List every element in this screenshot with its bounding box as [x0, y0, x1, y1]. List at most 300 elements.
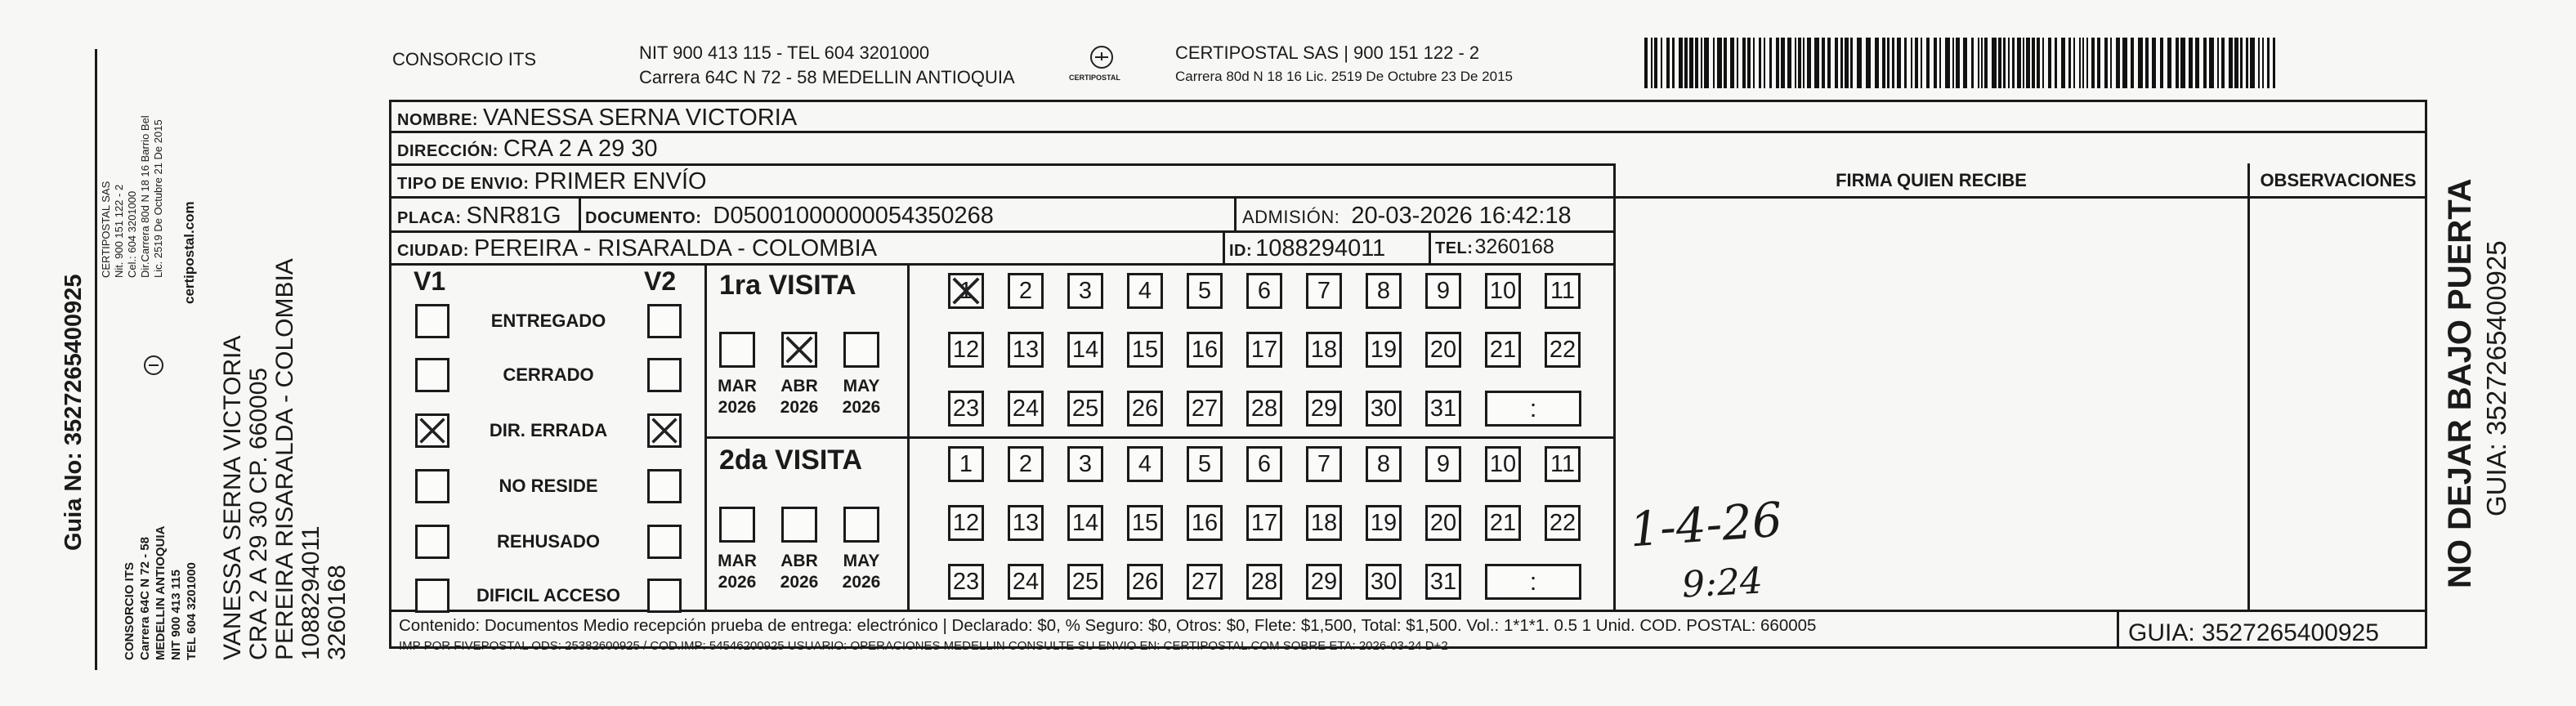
barcode-bar [1684, 38, 1688, 88]
barcode-bar [1984, 38, 1988, 88]
barcode-bar [1866, 38, 1871, 88]
day-number: 15 [1131, 336, 1159, 363]
colon-box[interactable]: : [1485, 391, 1581, 427]
barcode-bar [1887, 38, 1890, 88]
day-number: 31 [1429, 568, 1457, 595]
barcode-bar [2037, 38, 2040, 88]
day-box[interactable] [1246, 446, 1282, 482]
barcode-bar [1666, 38, 1670, 88]
barcode-bar [1956, 38, 1960, 88]
day-box[interactable] [1067, 391, 1103, 427]
barcode-bar [2042, 38, 2044, 88]
barcode-bar [1713, 38, 1715, 88]
direccion-value: CRA 2 A 29 30 [503, 136, 658, 162]
barcode-bar [1737, 38, 1738, 88]
barcode-bar [1730, 38, 1734, 88]
barcode-bar [2055, 38, 2057, 88]
barcode-bar [2131, 38, 2134, 88]
barcode-bar [2073, 38, 2075, 88]
barcode-bar [2017, 38, 2021, 88]
barcode-bar [1978, 38, 1979, 88]
month-label: MAY 2026 [842, 552, 881, 592]
nombre-value: VANESSA SERNA VICTORIA [483, 105, 798, 131]
barcode-bar [1661, 38, 1662, 88]
day-box[interactable] [1008, 332, 1044, 368]
logo-text: CERTIPOSTAL [1069, 74, 1120, 82]
barcode-bar [1759, 38, 1761, 88]
day-box[interactable] [1485, 505, 1521, 541]
barcode-bar [2189, 38, 2193, 88]
day-number: 24 [1012, 395, 1040, 422]
day-box[interactable] [1187, 332, 1223, 368]
month-checkbox[interactable] [719, 507, 755, 543]
day-box[interactable] [1425, 391, 1461, 427]
barcode-bar [1921, 38, 1922, 88]
ciudad-row [397, 235, 877, 262]
day-box[interactable] [1306, 391, 1342, 427]
barcode-bar [1807, 38, 1811, 88]
day-number: 3 [1078, 450, 1093, 477]
month-checkbox[interactable] [843, 507, 879, 543]
barcode-bar [1875, 38, 1879, 88]
barcode-bar [2116, 38, 2120, 88]
barcode-bar [2240, 38, 2243, 88]
barcode-bar [1939, 38, 1941, 88]
day-number: 5 [1197, 450, 1212, 477]
day-number: 23 [952, 395, 980, 422]
barcode-bar [1915, 38, 1918, 88]
barcode-bar [1798, 38, 1801, 88]
day-box[interactable] [1187, 446, 1223, 482]
barcode-bar [2195, 38, 2199, 88]
day-box[interactable] [1246, 273, 1282, 309]
day-number: 8 [1376, 450, 1391, 477]
direccion-row [397, 136, 658, 163]
stub-line: 1088294011 [297, 525, 324, 660]
day-number: 2 [1018, 277, 1033, 304]
day-box[interactable] [1246, 505, 1282, 541]
barcode-bar [1945, 38, 1950, 88]
month-checkbox[interactable] [781, 507, 817, 543]
day-box[interactable] [1127, 505, 1163, 541]
v2-checkbox[interactable] [647, 469, 682, 503]
day-number: 1 [959, 277, 973, 304]
day-box[interactable] [1485, 446, 1521, 482]
day-box[interactable] [1545, 446, 1581, 482]
barcode-bar [2258, 38, 2260, 88]
visit-title: 2da VISITA [719, 445, 863, 476]
barcode-bar [1695, 38, 1698, 88]
day-box[interactable] [1366, 505, 1402, 541]
day-box[interactable] [948, 273, 984, 309]
barcode-bar [2273, 38, 2275, 88]
stub-line: CERTIPOSTAL SAS [100, 181, 112, 278]
day-number: 17 [1250, 509, 1278, 536]
stub-line: PEREIRA RISARALDA - COLOMBIA [271, 258, 298, 660]
barcode-bar [2180, 38, 2185, 88]
firma-title: FIRMA QUIEN RECIBE [1836, 170, 2027, 190]
tipo-row [397, 168, 707, 195]
barcode-bar [1904, 38, 1907, 88]
barcode-bar [2068, 38, 2071, 88]
day-box[interactable] [1187, 505, 1223, 541]
sender-name: CONSORCIO ITS [392, 49, 537, 69]
barcode-bar [2262, 38, 2264, 88]
barcode-bar [2086, 38, 2088, 88]
barcode-bar [2008, 38, 2010, 88]
tel-value: 3260168 [1474, 235, 1554, 258]
visit-title: 1ra VISITA [719, 270, 856, 301]
day-number: 2 [1018, 450, 1033, 477]
day-box[interactable] [1306, 273, 1342, 309]
day-box[interactable] [948, 391, 984, 427]
stub-line: NIT 900 413 115 [169, 570, 183, 660]
day-box[interactable] [948, 332, 984, 368]
day-number: 5 [1197, 277, 1212, 304]
day-number: 18 [1310, 336, 1338, 363]
barcode-bar [2061, 38, 2065, 88]
barcode-bar [2138, 38, 2143, 88]
day-number: 26 [1131, 395, 1159, 422]
day-number: 11 [1550, 277, 1576, 304]
day-box[interactable] [1187, 564, 1223, 600]
barcode-bar [1654, 38, 1657, 88]
barcode [1644, 38, 2279, 92]
barcode-bar [2160, 38, 2163, 88]
tel-label: TEL: [1435, 239, 1474, 257]
day-number: 12 [952, 509, 980, 536]
barcode-bar [2097, 38, 2100, 88]
day-box[interactable] [1366, 273, 1402, 309]
day-number: 27 [1191, 395, 1219, 422]
handwritten-time: 9:24 [1680, 560, 1764, 606]
barcode-bar [2003, 38, 2006, 88]
barcode-bar [1971, 38, 1974, 88]
barcode-bar [1845, 38, 1849, 88]
admision-value: 20-03-2026 16:42:18 [1351, 203, 1572, 229]
tipo-label: TIPO DE ENVIO: [397, 175, 530, 193]
barcode-bar [1803, 38, 1805, 88]
barcode-bar [2026, 38, 2030, 88]
day-box[interactable] [1127, 273, 1163, 309]
placa-label: PLACA: [397, 209, 462, 227]
day-number: 12 [952, 336, 980, 363]
check-mark-icon [784, 334, 815, 365]
barcode-bar [1795, 38, 1796, 88]
observaciones-title: OBSERVACIONES [2260, 170, 2417, 190]
v2-checkbox[interactable] [647, 525, 682, 559]
stub-line: Dir.Carrera 80d N 18 16 Barrio Bel [139, 115, 151, 278]
handwritten-date: 1-4-26 [1627, 491, 1784, 558]
barcode-bar [1822, 38, 1825, 88]
status-label: REHUSADO [497, 531, 600, 552]
month-label: ABR 2026 [780, 552, 819, 592]
day-box[interactable] [1246, 332, 1282, 368]
day-box[interactable] [1067, 332, 1103, 368]
barcode-bar [2250, 38, 2255, 88]
v1-header: V1 [414, 266, 446, 296]
day-number: 22 [1549, 509, 1576, 536]
day-box[interactable] [1008, 391, 1044, 427]
stub-line: MEDELLIN ANTIOQUIA [154, 525, 168, 660]
day-number: 6 [1257, 450, 1272, 477]
day-number: 14 [1071, 509, 1099, 536]
barcode-bar [2209, 38, 2214, 88]
day-box[interactable] [1067, 505, 1103, 541]
day-number: 29 [1310, 395, 1338, 422]
stub-line: VANESSA SERNA VICTORIA [219, 335, 246, 660]
carrier-address: Carrera 80d N 18 16 Lic. 2519 De Octubre 23 De 2015 [1175, 69, 1513, 84]
day-box[interactable] [948, 564, 984, 600]
day-number: 10 [1489, 450, 1517, 477]
id-row [1229, 235, 1385, 262]
day-box[interactable] [1366, 332, 1402, 368]
day-box[interactable] [1366, 391, 1402, 427]
barcode-bar [1644, 38, 1648, 88]
barcode-bar [2176, 38, 2179, 88]
day-box[interactable] [1425, 505, 1461, 541]
day-box[interactable] [1366, 446, 1402, 482]
nombre-row [397, 105, 797, 132]
day-number: 13 [1012, 509, 1040, 536]
no-dejar-warning: NO DEJAR BAJO PUERTA [2442, 178, 2478, 588]
barcode-bar [1835, 38, 1838, 88]
barcode-bar [1679, 38, 1683, 88]
barcode-bar [1747, 38, 1751, 88]
day-number: 3 [1078, 277, 1093, 304]
day-number: 6 [1257, 277, 1272, 304]
day-number: 18 [1310, 509, 1338, 536]
day-number: 20 [1429, 509, 1457, 536]
nombre-label: NOMBRE: [397, 111, 479, 129]
v2-checkbox[interactable] [647, 413, 682, 448]
day-box[interactable] [1485, 273, 1521, 309]
v1-checkbox[interactable] [415, 579, 449, 613]
barcode-bar [1840, 38, 1843, 88]
day-box[interactable] [1425, 446, 1461, 482]
day-box[interactable] [1545, 505, 1581, 541]
day-number: 13 [1012, 336, 1040, 363]
ciudad-value: PEREIRA - RISARALDA - COLOMBIA [473, 235, 878, 261]
stub-line: 3260168 [324, 565, 351, 660]
check-mark-icon [418, 416, 447, 445]
day-number: 4 [1138, 277, 1152, 304]
stub-line: CONSORCIO ITS [123, 561, 136, 660]
barcode-bar [1753, 38, 1755, 88]
barcode-bar [1787, 38, 1791, 88]
day-box[interactable] [1127, 332, 1163, 368]
v2-checkbox[interactable] [647, 358, 682, 392]
day-box[interactable] [1127, 446, 1163, 482]
day-box[interactable] [1425, 564, 1461, 600]
day-number: 29 [1310, 568, 1338, 595]
barcode-bar [1882, 38, 1885, 88]
admision-label: ADMISIÓN: [1242, 207, 1340, 227]
barcode-bar [1857, 38, 1862, 88]
day-box[interactable] [1306, 564, 1342, 600]
barcode-bar [1911, 38, 1912, 88]
barcode-bar [1781, 38, 1785, 88]
month-label: MAR 2026 [718, 377, 757, 417]
day-box[interactable] [1008, 505, 1044, 541]
day-box[interactable] [1366, 564, 1402, 600]
day-number: 15 [1131, 509, 1159, 536]
stub-site: certipostal.com [181, 201, 197, 304]
day-number: 22 [1549, 336, 1576, 363]
day-box[interactable] [1008, 273, 1044, 309]
barcode-bar [2091, 38, 2095, 88]
barcode-bar [2267, 38, 2270, 88]
day-number: 4 [1138, 450, 1152, 477]
barcode-bar [2203, 38, 2207, 88]
check-mark-icon [650, 416, 679, 445]
right-guia: GUIA: 3527265400925 [2481, 240, 2511, 516]
day-number: 23 [952, 568, 980, 595]
v1-checkbox[interactable] [415, 413, 449, 448]
day-number: 14 [1071, 336, 1099, 363]
barcode-bar [2122, 38, 2127, 88]
barcode-bar [1992, 38, 1997, 88]
day-box[interactable] [1246, 564, 1282, 600]
barcode-bar [2217, 38, 2219, 88]
month-label: MAY 2026 [842, 377, 881, 417]
stub-logo-icon [139, 353, 168, 378]
sender-address: Carrera 64C N 72 - 58 MEDELLIN ANTIOQUIA [639, 67, 1015, 87]
day-box[interactable] [1425, 273, 1461, 309]
day-box[interactable] [1485, 332, 1521, 368]
day-number: 16 [1191, 509, 1219, 536]
stub-guia: Guia No: 3527265400925 [60, 274, 87, 551]
day-number: 21 [1489, 336, 1517, 363]
day-number: 21 [1489, 509, 1517, 536]
day-box[interactable] [1306, 332, 1342, 368]
day-number: 16 [1191, 336, 1219, 363]
v1-checkbox[interactable] [415, 358, 449, 392]
barcode-bar [1769, 38, 1772, 88]
barcode-bar [1717, 38, 1722, 88]
day-number: 7 [1317, 277, 1331, 304]
day-number: 10 [1489, 277, 1517, 304]
day-number: 7 [1317, 450, 1331, 477]
day-number: 31 [1429, 395, 1457, 422]
barcode-bar [1934, 38, 1937, 88]
day-box[interactable] [1067, 564, 1103, 600]
stub-border [95, 49, 97, 670]
day-number: 30 [1370, 395, 1398, 422]
status-label: DIFICIL ACCESO [476, 585, 620, 605]
barcode-bar [2012, 38, 2015, 88]
barcode-bar [1998, 38, 2001, 88]
documento-label: DOCUMENTO: [585, 209, 702, 227]
barcode-bar [1724, 38, 1727, 88]
day-box[interactable] [1067, 273, 1103, 309]
day-number: 27 [1191, 568, 1219, 595]
stub-line: Carrera 64C N 72 - 58 [138, 537, 152, 660]
barcode-bar [1926, 38, 1930, 88]
month-checkbox[interactable] [781, 332, 817, 368]
day-box[interactable] [1127, 391, 1163, 427]
barcode-bar [1952, 38, 1954, 88]
stub-line: Cel.: 604 3201000 [126, 190, 138, 278]
month-checkbox[interactable] [719, 332, 755, 368]
barcode-bar [2048, 38, 2051, 88]
barcode-bar [1897, 38, 1901, 88]
day-number: 20 [1429, 336, 1457, 363]
v1-checkbox[interactable] [415, 525, 449, 559]
day-number: 9 [1436, 277, 1451, 304]
day-box[interactable] [948, 505, 984, 541]
barcode-bar [2079, 38, 2081, 88]
footer-imp: IMP POR FIVEPOSTAL ODS: 25382600925 / COD.IMP: 54546200925 USUARIO: OPERACIONES MEDELLIN CONSULTE SU ENVIO EN: CERTIPOSTAL.COM SOBRE ETA: 2026-03-24 D+2 [399, 639, 1448, 653]
barcode-bar [2167, 38, 2171, 88]
barcode-bar [2104, 38, 2108, 88]
status-label: NO RESIDE [499, 476, 598, 496]
day-box[interactable] [948, 446, 984, 482]
day-box[interactable] [1067, 446, 1103, 482]
day-box[interactable] [1187, 273, 1223, 309]
day-number: 25 [1071, 395, 1099, 422]
day-number: 28 [1250, 395, 1278, 422]
day-box[interactable] [1008, 446, 1044, 482]
day-number: 19 [1370, 509, 1398, 536]
placa-value: SNR81G [466, 203, 561, 229]
stub-line: CRA 2 A 29 30 CP. 660005 [245, 367, 272, 660]
barcode-bar [1963, 38, 1967, 88]
direccion-label: DIRECCIÓN: [397, 142, 499, 160]
barcode-bar [1850, 38, 1853, 88]
day-box[interactable] [1425, 332, 1461, 368]
day-box[interactable] [1127, 564, 1163, 600]
barcode-bar [1892, 38, 1894, 88]
v2-checkbox[interactable] [647, 304, 682, 338]
colon-box[interactable]: : [1485, 564, 1581, 600]
id-value: 1088294011 [1255, 235, 1386, 261]
tel-row [1435, 235, 1554, 259]
status-label: DIR. ERRADA [489, 420, 608, 440]
day-box[interactable] [1246, 391, 1282, 427]
v1-checkbox[interactable] [415, 469, 449, 503]
barcode-bar [2234, 38, 2238, 88]
barcode-bar [1704, 38, 1709, 88]
id-label: ID: [1229, 242, 1253, 260]
barcode-bar [1689, 38, 1693, 88]
barcode-bar [1814, 38, 1819, 88]
day-number: 24 [1012, 568, 1040, 595]
day-box[interactable] [1008, 564, 1044, 600]
check-mark-icon [950, 275, 982, 306]
stub-line: Lic. 2519 De Octubre 21 De 2015 [152, 119, 164, 278]
day-box[interactable] [1545, 273, 1581, 309]
day-box[interactable] [1306, 446, 1342, 482]
barcode-bar [1672, 38, 1675, 88]
day-number: 11 [1550, 450, 1576, 477]
day-number: 19 [1370, 336, 1398, 363]
barcode-bar [1981, 38, 1983, 88]
day-box[interactable] [1545, 332, 1581, 368]
month-label: ABR 2026 [780, 377, 819, 417]
day-box[interactable] [1187, 391, 1223, 427]
month-label: MAR 2026 [718, 552, 757, 592]
day-number: 1 [959, 450, 973, 477]
footer-guia: GUIA: 3527265400925 [2128, 619, 2379, 646]
v1-checkbox[interactable] [415, 304, 449, 338]
day-box[interactable] [1306, 505, 1342, 541]
day-number: 30 [1370, 568, 1398, 595]
barcode-bar [2110, 38, 2112, 88]
v2-checkbox[interactable] [647, 579, 682, 613]
v2-header: V2 [644, 266, 677, 296]
month-checkbox[interactable] [843, 332, 879, 368]
